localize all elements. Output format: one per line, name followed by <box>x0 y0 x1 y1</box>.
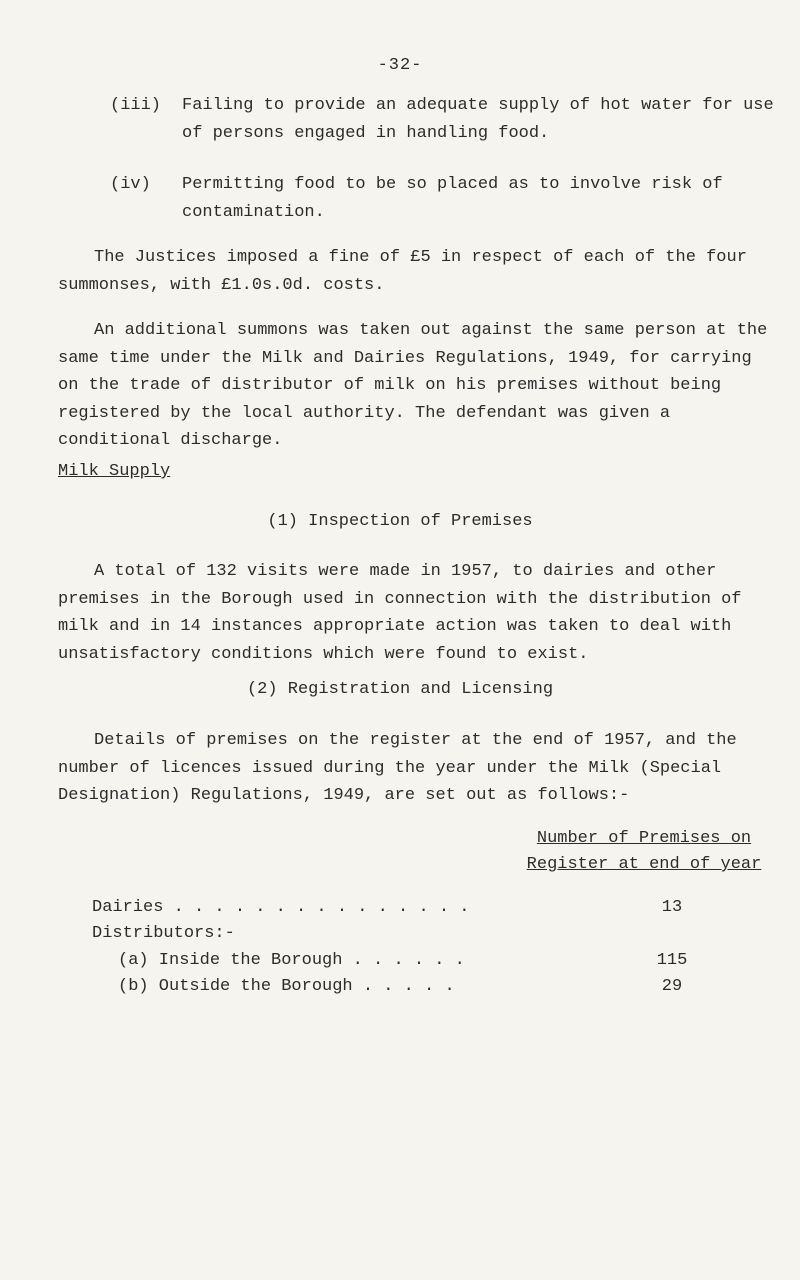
visits-paragraph: A total of 132 visits were made in 1957, to dairies and other premises in the Borough used in connection with the distribution of milk and in 14 instances appropriate action was taken to deal with unsatisfactory conditions which were found to exist. <box>58 562 742 664</box>
subheading-inspection: (1) Inspection of Premises <box>267 512 533 531</box>
table-row <box>92 898 712 924</box>
row-value: 13 <box>661 898 683 917</box>
table-row <box>92 951 712 977</box>
row-value: 29 <box>661 977 683 996</box>
item-label: (iv) <box>110 175 151 194</box>
section-heading: Milk Supply <box>58 462 171 481</box>
row-label: Dairies . . . . . . . . . . . . . . . <box>92 898 470 917</box>
row-label: (a) Inside the Borough . . . . . . <box>118 951 465 970</box>
column-header-line1: Number of Premises on <box>536 829 752 848</box>
item-text: Failing to provide an adequate supply of hot water for use of persons engaged in handling food. <box>182 96 774 143</box>
list-item <box>110 92 774 152</box>
fine-paragraph: The Justices imposed a fine of £5 in respect of each of the four summonses, with £1.0s.0d. costs. <box>58 248 747 295</box>
row-label: Distributors:- <box>92 924 235 943</box>
list-item <box>110 171 770 231</box>
column-header-line2: Register at end of year <box>526 855 762 874</box>
row-value: 115 <box>656 951 688 970</box>
table-row <box>92 924 712 950</box>
item-label: (iii) <box>110 96 162 115</box>
table-column-header <box>524 826 764 878</box>
subheading-registration: (2) Registration and Licensing <box>246 680 554 699</box>
summons-paragraph: An additional summons was taken out against the same person at the same time under the Milk and Dairies Regulations, 1949, for carrying on the trade of distributor of milk on his premises without being registered by the local authority. The defendant was given a conditional discharge. <box>58 321 768 450</box>
row-label: (b) Outside the Borough . . . . . <box>118 977 455 996</box>
page-number: -32- <box>377 56 423 75</box>
table-row <box>92 977 712 1003</box>
item-text: Permitting food to be so placed as to involve risk of contamination. <box>182 175 723 222</box>
details-paragraph: Details of premises on the register at the end of 1957, and the number of licences issued during the year under the Milk (Special Designation) Regulations, 1949, are set out as follows:- <box>58 731 737 805</box>
